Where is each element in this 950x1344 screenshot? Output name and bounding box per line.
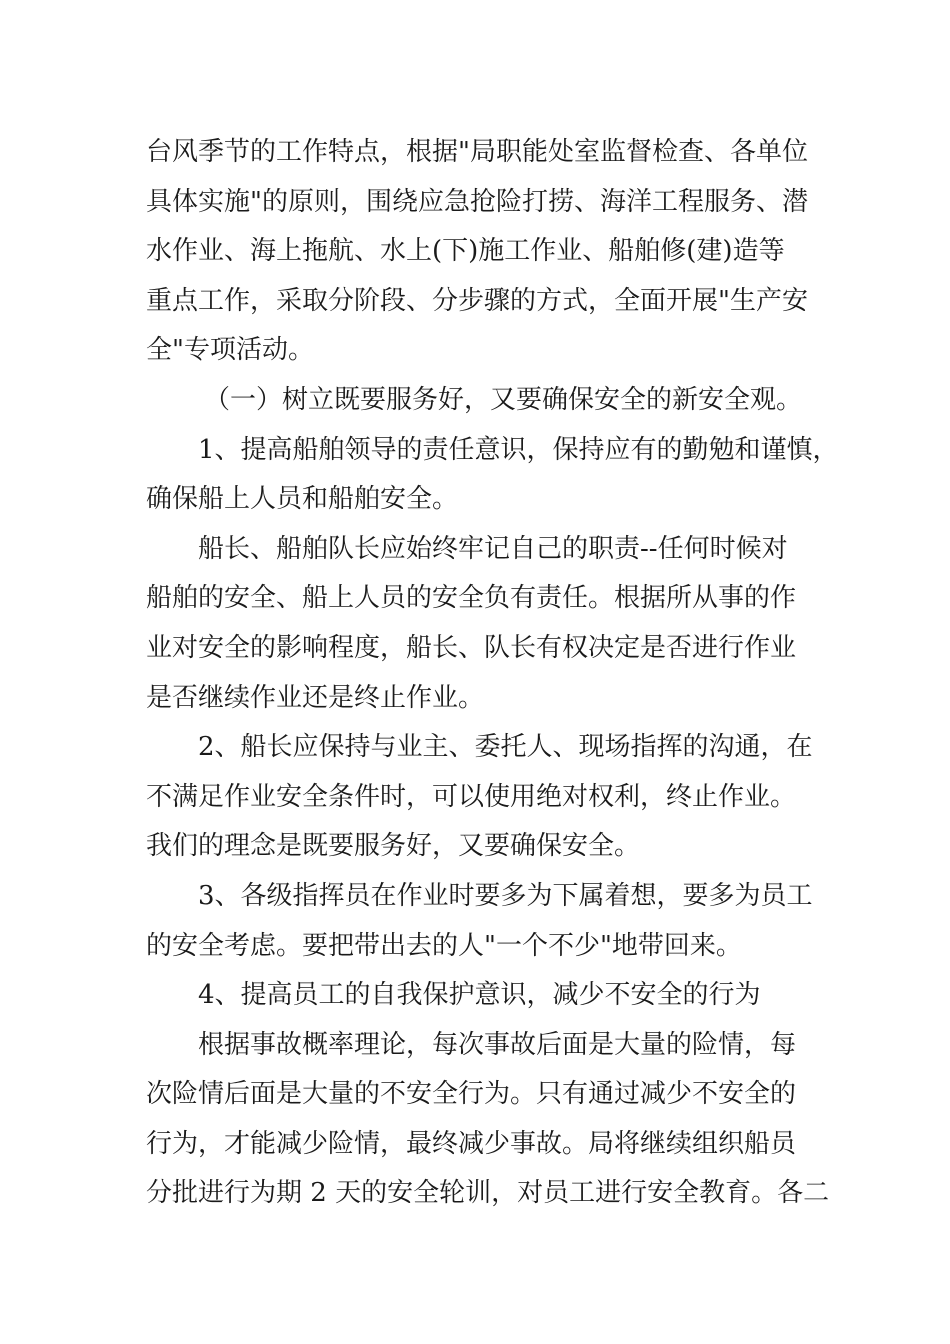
text-line: 不满足作业安全条件时，可以使用绝对权利，终止作业。 <box>146 781 797 812</box>
text-line: 确保船上人员和船舶安全。 <box>146 484 459 515</box>
paragraph-p7 <box>146 971 814 1021</box>
paragraph-p2 <box>146 376 814 426</box>
text-line: 重点工作，采取分阶段、分步骤的方式，全面开展"生产安 <box>146 285 808 316</box>
text-line: 是否继续作业还是终止作业。 <box>146 682 485 713</box>
text-line: 分批进行为期 2 天的安全轮训，对员工进行安全教育。各二 <box>146 1178 830 1209</box>
text-line: 业对安全的影响程度，船长、队长有权决定是否进行作业 <box>146 632 797 663</box>
text-line: 根据事故概率理论，每次事故后面是大量的险情，每 <box>198 1029 797 1060</box>
text-line: 我们的理念是既要服务好，又要确保安全。 <box>146 831 641 862</box>
text-line: 具体实施"的原则，围绕应急抢险打捞、海洋工程服务、潜 <box>146 186 808 217</box>
text-line: 水作业、海上拖航、水上(下)施工作业、船舶修(建)造等 <box>146 236 785 267</box>
text-line: 2、船长应保持与业主、委托人、现场指挥的沟通，在 <box>198 732 813 763</box>
paragraph-p1 <box>146 128 814 376</box>
text-line: （一）树立既要服务好，又要确保安全的新安全观。 <box>204 384 803 415</box>
text-line: 次险情后面是大量的不安全行为。只有通过减少不安全的 <box>146 1079 797 1110</box>
paragraph-p6 <box>146 872 814 971</box>
paragraph-p8 <box>146 1021 830 1219</box>
text-line: 的安全考虑。要把带出去的人"一个不少"地带回来。 <box>146 930 742 961</box>
text-line: 台风季节的工作特点，根据"局职能处室监督检查、各单位 <box>146 137 808 167</box>
document-body <box>146 128 839 1219</box>
text-line: 全"专项活动。 <box>146 335 314 366</box>
paragraph-p4 <box>146 525 814 723</box>
text-line: 行为，才能减少险情，最终减少事故。局将继续组织船员 <box>146 1128 797 1159</box>
text-line: 船舶的安全、船上人员的安全负有责任。根据所从事的作 <box>146 583 797 614</box>
text-line: 船长、船舶队长应始终牢记自己的职责--任何时候对 <box>198 533 788 564</box>
paragraph-p3 <box>146 426 839 525</box>
text-line: 3、各级指挥员在作业时要多为下属着想，要多为员工 <box>198 880 813 911</box>
text-line: 1、提高船舶领导的责任意识，保持应有的勤勉和谨慎， <box>198 434 839 465</box>
paragraph-p5 <box>146 723 814 872</box>
text-line: 4、提高员工的自我保护意识，减少不安全的行为 <box>198 980 761 1011</box>
